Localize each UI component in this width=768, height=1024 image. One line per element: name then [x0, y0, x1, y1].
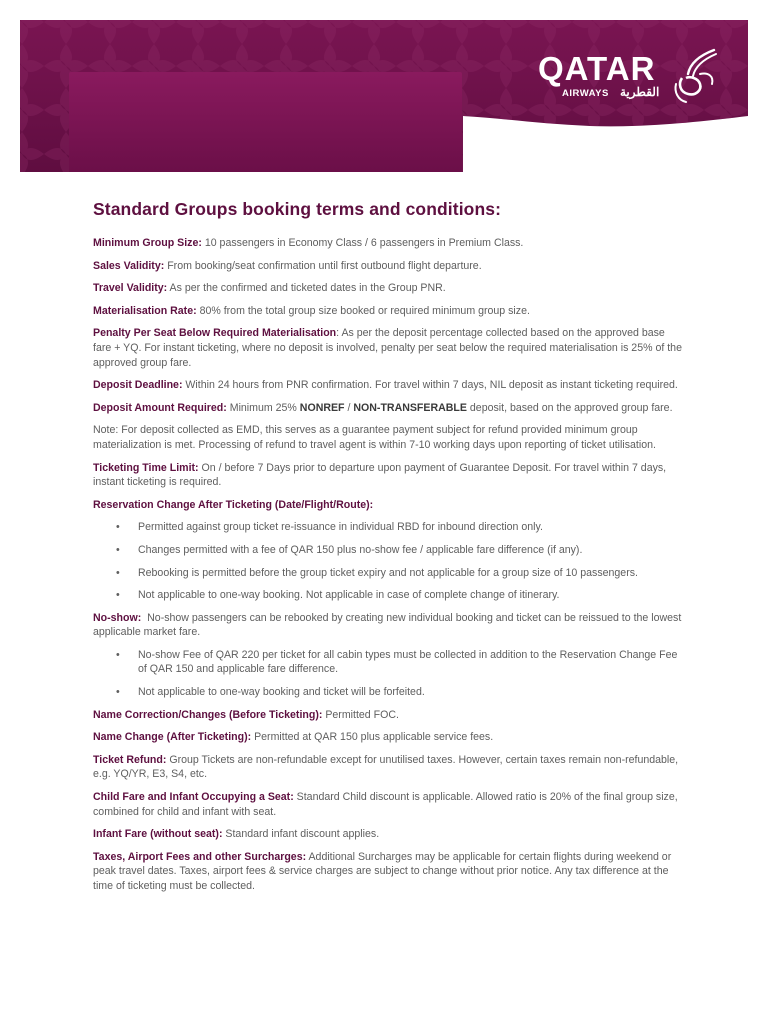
- taxes-fees: [93, 850, 683, 894]
- document-title: Standard Groups booking terms and conditions:: [93, 199, 501, 219]
- term-text: Standard Child discount is applicable. Allowed ratio is 20% of the final group size, combined for child and infant with seat.: [93, 791, 678, 818]
- term-label: Deposit Amount Required:: [93, 401, 227, 414]
- list-item: • Rebooking is permitted before the group ticket expiry and not applicable for a group size of 10 passengers.: [138, 566, 683, 581]
- deposit-amount: [93, 401, 683, 416]
- term-text: Standard infant discount applies.: [222, 828, 380, 841]
- term-text: deposit, based on the approved group fare.: [466, 401, 673, 414]
- term-label: Minimum Group Size:: [93, 237, 202, 249]
- logo-subtext: AIRWAYS: [562, 88, 609, 99]
- term-text: : As per the deposit percentage collected based on the approved base fare + YQ. For instant ticketing, where no deposit is involved, penalty per seat below the required materialisation is 25% of the approved group fare.: [93, 327, 682, 369]
- logo-wordmark: QATAR: [538, 50, 656, 87]
- term-text: From booking/seat confirmation until first outbound flight departure.: [164, 259, 482, 272]
- term-label: Infant Fare (without seat):: [93, 828, 223, 841]
- term-text: Within 24 hours from PNR confirmation. For travel within 7 days, NIL deposit as instant ticketing required.: [182, 379, 678, 392]
- term-label: Taxes, Airport Fees and other Surcharges:: [93, 850, 307, 863]
- term-text: 80% from the total group size booked or required minimum group size.: [196, 304, 530, 317]
- nonref-label: NONREF: [299, 401, 345, 414]
- term-text: Group Tickets are non-refundable except for unutilised taxes. However, certain taxes remain non-refundable, e.g. YQ/YR, E3, S4, etc.: [93, 753, 679, 781]
- name-change: [93, 730, 683, 745]
- term-text: Permitted at QAR 150 plus applicable service fees.: [251, 731, 494, 744]
- list-item: • No-show Fee of QAR 220 per ticket for all cabin types must be collected in addition to the Reservation Change Fee of QAR 150 and applicable fare difference.: [138, 648, 683, 677]
- term-text: Additional Surcharges may be applicable for certain flights during weekend or peak travel dates. Taxes, airport fees & service charges are subject to change without prior notice. Any tax difference at the time of ticketing must be collected.: [93, 850, 672, 892]
- term-label: Materialisation Rate:: [93, 304, 197, 317]
- no-show-list: [93, 648, 683, 700]
- min-group-size: [93, 236, 683, 251]
- materialisation-rate: [93, 304, 683, 319]
- list-item: • Not applicable to one-way booking. Not applicable in case of complete change of itinerary.: [138, 588, 683, 603]
- term-label: Ticketing Time Limit:: [93, 461, 199, 474]
- list-item: • Not applicable to one-way booking and ticket will be forfeited.: [138, 685, 683, 700]
- reservation-change-list: [93, 520, 683, 602]
- term-label: Deposit Deadline:: [93, 379, 183, 392]
- term-label: Child Fare and Infant Occupying a Seat:: [93, 791, 294, 804]
- term-label: Sales Validity:: [93, 259, 165, 272]
- reservation-change-heading: [93, 498, 683, 513]
- deposit-deadline: [93, 378, 683, 393]
- term-text: As per the confirmed and ticketed dates in the Group PNR.: [167, 282, 446, 295]
- no-show: [93, 611, 683, 640]
- list-item: • Permitted against group ticket re-issuance in individual RBD for inbound direction only.: [138, 520, 683, 535]
- term-text: Minimum 25%: [226, 401, 300, 414]
- term-text: /: [344, 401, 354, 414]
- term-label: Reservation Change After Ticketing (Date/Flight/Route):: [93, 498, 374, 511]
- logo-arabic: القطرية: [620, 85, 660, 99]
- term-label: No-show:: [93, 611, 142, 624]
- ticketing-time-limit: [93, 461, 683, 490]
- term-text: Permitted FOC.: [322, 708, 399, 721]
- term-text: No-show passengers can be rebooked by creating new individual booking and ticket can be reissued to the lowest applicable market fare.: [93, 611, 685, 639]
- oryx-icon: [668, 48, 720, 104]
- penalty-per-seat: [93, 326, 683, 370]
- terms-document: [93, 199, 683, 902]
- title-box: [69, 72, 462, 172]
- deposit-note: Note: For deposit collected as EMD, this serves as a guarantee payment subject for refund provided minimum group materialization is met. Processing of refund to travel agent is within 7-10 working days upon reporting of ticket utilisation.: [93, 424, 656, 451]
- sales-validity: [93, 259, 683, 274]
- infant-fare: [93, 827, 683, 842]
- child-fare: [93, 790, 683, 819]
- term-label: Name Change (After Ticketing):: [93, 731, 252, 744]
- travel-validity: [93, 281, 683, 296]
- non-transferable-label: NON-TRANSFERABLE: [353, 401, 467, 414]
- list-item: • Changes permitted with a fee of QAR 150 plus no-show fee / applicable fare difference (if any).: [138, 543, 683, 558]
- name-correction: [93, 708, 683, 723]
- qatar-airways-logo: [538, 48, 728, 108]
- term-text: On / before 7 Days prior to departure upon payment of Guarantee Deposit. For travel within 7 days, instant ticketing is required.: [93, 461, 667, 489]
- ticket-refund: [93, 753, 683, 782]
- term-label: Travel Validity:: [93, 282, 168, 295]
- term-text: 10 passengers in Economy Class / 6 passengers in Premium Class.: [201, 237, 524, 249]
- term-label: Penalty Per Seat Below Required Materialisation: [93, 327, 337, 340]
- term-label: Ticket Refund:: [93, 753, 167, 766]
- term-label: Name Correction/Changes (Before Ticketing):: [93, 708, 323, 721]
